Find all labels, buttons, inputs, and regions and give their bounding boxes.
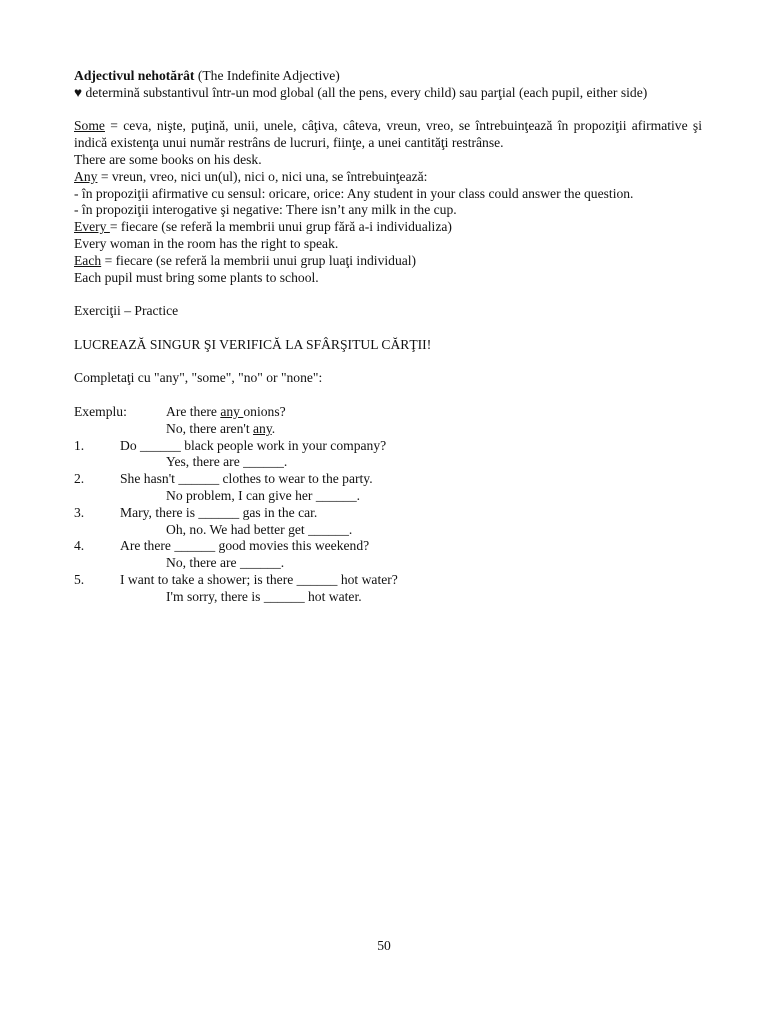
any-definition [74,169,702,186]
heading-subtitle: (The Indefinite Adjective) [194,68,340,83]
exercise-question [74,538,702,555]
example-answer: No, there aren't any. [166,420,276,436]
exercise-question [74,471,702,488]
example-question [74,404,702,421]
exercise-question-text: I want to take a shower; is there ______ hot water? [120,571,398,587]
some-term: Some [74,118,105,134]
document-page [74,68,702,606]
exercises-title: Exerciţii – Practice [74,303,179,319]
page-number: 50 [377,938,391,953]
some-example: There are some books on his desk. [74,151,262,167]
exercise-number: 4. [74,538,85,554]
every-definition [74,219,702,236]
every-term: Every [74,219,110,235]
example-answer-word: any [253,420,272,436]
every-definition-text: = fiecare (se referă la membrii unui grup fără a-i individualiza) [109,219,452,235]
exercise-number: 2. [74,471,85,487]
exercise-answer: I'm sorry, there is ______ hot water. [166,588,362,604]
every-example: Every woman in the room has the right to speak. [74,235,339,251]
any-usage-affirmative: - în propoziţii afirmative cu sensul: oricare, orice: Any student in your class could answer the question. [74,185,634,201]
each-term: Each [74,252,102,268]
example-question-text: Are there any onions? [166,403,286,419]
intro-paragraph: ♥ determină substantivul într-un mod global (all the pens, every child) sau parţial (each pupil, either side) [74,84,648,100]
exercise-question [74,505,702,522]
exercise-answer: Oh, no. We had better get ______. [166,521,353,537]
exercises-task: Completaţi cu "any", "some", "no" or "none": [74,370,323,386]
exercise-question [74,572,702,589]
exercise-answer: No, there are ______. [166,555,285,571]
exercise-question-text: Do ______ black people work in your company? [120,437,387,453]
exercise-question-text: She hasn't ______ clothes to wear to the party. [120,471,373,487]
section-heading [74,68,702,85]
some-definition [74,118,702,152]
exercise-answer: No problem, I can give her ______. [166,487,361,503]
exercise-question-text: Mary, there is ______ gas in the car. [120,504,318,520]
exercise-number: 5. [74,571,85,587]
exercise-question-text: Are there ______ good movies this weekend? [120,538,370,554]
exercise-number: 1. [74,437,85,453]
each-definition [74,253,702,270]
exercise-list [74,438,702,606]
some-definition-text: = ceva, nişte, puţină, unii, unele, câţiva, câteva, vreun, vreo, se întrebuinţează în propoziţii afirmative şi indică existenţa unui număr restrâns de lucruri, fiinţe, a unei cantităţi restrânse. [74,118,702,151]
exercise-answer: Yes, there are ______. [166,454,288,470]
heading-title: Adjectivul nehotărât [74,68,195,83]
each-example: Each pupil must bring some plants to school. [74,269,319,285]
example-question-answer: any [220,403,244,419]
any-definition-text: = vreun, vreo, nici un(ul), nici o, nici una, se întrebuinţează: [97,168,428,184]
any-term: Any [74,168,98,184]
exercise-question [74,438,702,455]
any-usage-interrogative: - în propoziţii interogative şi negative: There isn’t any milk in the cup. [74,202,457,218]
each-definition-text: = fiecare (se referă la membrii unui grup luaţi individual) [101,252,417,268]
exercise-number: 3. [74,504,85,520]
example-label: Exemplu: [74,403,127,419]
exercises-instruction: LUCREAZĂ SINGUR ŞI VERIFICĂ LA SFÂRŞITUL CĂRŢII! [74,336,432,352]
